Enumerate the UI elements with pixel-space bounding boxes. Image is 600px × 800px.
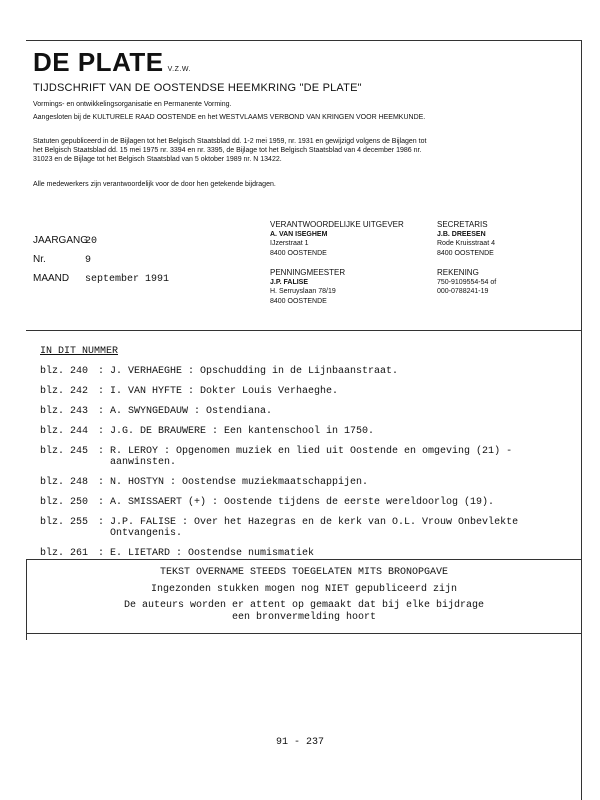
toc-entry: J. VERHAEGHE : Opschudding in de Lijnbaanstraat. — [110, 366, 399, 377]
toc-entry: E. LIETARD : Oostendse numismatiek — [110, 548, 315, 559]
uitgever-street: IJzerstraat 1 — [270, 240, 309, 247]
journal-title: TIJDSCHRIFT VAN DE OOSTENDSE HEEMKRING "DE PLATE" — [33, 82, 362, 94]
toc-page: blz. 243 — [40, 406, 89, 417]
divider-notice — [26, 633, 582, 634]
nr-label: Nr. — [33, 254, 46, 265]
notice-line-4: een bronvermelding hoort — [231, 612, 377, 623]
rekening-role: REKENING — [437, 268, 479, 277]
toc-item: blz. 245 : R. LEROY : Opgenomen muziek en lied uit Oostende en omgeving (21) - aanwinsten. — [40, 446, 560, 468]
uitgever-name: A. VAN ISEGHEM — [270, 230, 328, 238]
rekening-line-1: 750-9109554-54 of — [437, 278, 497, 286]
penningmeester-city: 8400 OOSTENDE — [270, 297, 327, 305]
right-border — [581, 40, 582, 800]
toc-item: blz. 244 : J.G. DE BRAUWERE : Een kantenschool in 1750. — [40, 426, 560, 437]
penningmeester-street: H. Serruyslaan 78/19 — [270, 288, 336, 295]
toc-page: blz. 248 — [40, 477, 89, 488]
toc-entry: N. HOSTYN : Oostendse muziekmaatschappijen. — [110, 477, 369, 488]
jaargang-label: JAARGANG — [33, 235, 89, 246]
uitgever-block — [270, 220, 404, 258]
affiliation: Aangesloten bij de KULTURELE RAAD OOSTENDE en het WESTVLAAMS VERBOND VAN KRINGEN VOOR HEEMKUNDE. — [33, 114, 426, 121]
jaargang-value: 20 — [85, 236, 98, 247]
toc-heading: IN DIT NUMMER — [40, 346, 119, 357]
secretaris-street: Rode Kruisstraat 4 — [437, 240, 495, 247]
notice-line-3: De auteurs worden er attent op gemaakt dat bij elke bijdrage — [123, 600, 485, 611]
toc-entry: J.G. DE BRAUWERE : Een kantenschool in 1750. — [110, 426, 375, 437]
toc-item: blz. 243 : A. SWYNGEDAUW : Ostendiana. — [40, 406, 560, 417]
toc-item: blz. 240 : J. VERHAEGHE : Opschudding in de Lijnbaanstraat. — [40, 366, 560, 377]
statutes-line-2: het Belgisch Staatsblad dd. 15 mei 1975 nr. 3394 en nr. 3395, de Bijlage tot het Belgisch Staatsblad van 4 december 1986 nr. — [33, 147, 422, 154]
uitgever-role: VERANTWOORDELIJKE UITGEVER — [270, 220, 404, 229]
statutes-line-3: 31023 en de Bijlage tot het Belgisch Staatsblad van 5 oktober 1989 nr. N 13422. — [33, 156, 282, 163]
rekening-block — [437, 268, 496, 297]
toc-entry: A. SWYNGEDAUW : Ostendiana. — [110, 406, 273, 417]
penningmeester-role: PENNINGMEESTER — [270, 268, 346, 277]
subtitle: Vormings- en ontwikkelingsorganisatie en Permanente Vorming. — [33, 101, 232, 108]
notice-line-1: TEKST OVERNAME STEEDS TOEGELATEN MITS BRONOPGAVE — [159, 567, 449, 578]
toc-page: blz. 245 — [40, 446, 89, 457]
logo-suffix: V.Z.W. — [167, 66, 191, 73]
toc-page: blz. 242 — [40, 386, 89, 397]
toc-item: blz. 250 : A. SMISSAERT (+) : Oostende tijdens de eerste wereldoorlog (19). — [40, 497, 560, 508]
secretaris-block — [437, 220, 495, 258]
divider-toc — [26, 559, 582, 560]
toc-item: blz. 248 : N. HOSTYN : Oostendse muziekmaatschappijen. — [40, 477, 560, 488]
notice-line-2: Ingezonden stukken mogen nog NIET gepubliceerd zijn — [150, 584, 458, 595]
uitgever-city: 8400 OOSTENDE — [270, 249, 327, 257]
toc-entry: A. SMISSAERT (+) : Oostende tijdens de eerste wereldoorlog (19). — [110, 497, 495, 508]
statutes-line-1: Statuten gepubliceerd in de Bijlagen tot het Belgisch Staatsblad dd. 1-2 mei 1959, nr. 1931 en gewijzigd volgens de Bijlagen tot — [33, 138, 427, 145]
top-border — [26, 40, 582, 41]
issue-info — [33, 232, 169, 289]
logo: DE PLATE — [33, 47, 164, 77]
toc-page: blz. 261 — [40, 548, 89, 559]
maand-label: MAAND — [33, 273, 70, 284]
nr-value: 9 — [85, 255, 92, 266]
maand-value: september 1991 — [85, 274, 170, 285]
toc-item: blz. 261 : E. LIETARD : Oostendse numismatiek — [40, 548, 560, 559]
divider-header — [26, 330, 582, 331]
penningmeester-block — [270, 268, 345, 306]
toc-page: blz. 250 — [40, 497, 89, 508]
toc-item: blz. 255 : J.P. FALISE : Over het Hazegras en de kerk van O.L. Vrouw Onbevlekte Ontvangenis. — [40, 517, 560, 539]
toc-page: blz. 244 — [40, 426, 89, 437]
toc-page: blz. 255 — [40, 517, 89, 528]
toc-list — [40, 366, 560, 568]
disclaimer: Alle medewerkers zijn verantwoordelijk voor de door hen getekende bijdragen. — [33, 181, 276, 188]
masthead — [33, 47, 191, 78]
rekening-line-2: 000-0788241-19 — [437, 288, 489, 295]
toc-entry: J.P. FALISE : Over het Hazegras en de kerk van O.L. Vrouw Onbevlekte Ontvangenis. — [110, 517, 519, 539]
penningmeester-name: J.P. FALISE — [270, 278, 308, 286]
page-number: 91 - 237 — [275, 737, 324, 748]
toc-page: blz. 240 — [40, 366, 89, 377]
toc-entry: R. LEROY : Opgenomen muziek en lied uit Oostende en omgeving (21) - aanwinsten. — [110, 446, 513, 468]
toc-item: blz. 242 : I. VAN HYFTE : Dokter Louis Verhaeghe. — [40, 386, 560, 397]
secretaris-name: J.B. DREESEN — [437, 230, 486, 238]
secretaris-city: 8400 OOSTENDE — [437, 249, 494, 257]
secretaris-role: SECRETARIS — [437, 220, 488, 229]
toc-entry: I. VAN HYFTE : Dokter Louis Verhaeghe. — [110, 386, 339, 397]
